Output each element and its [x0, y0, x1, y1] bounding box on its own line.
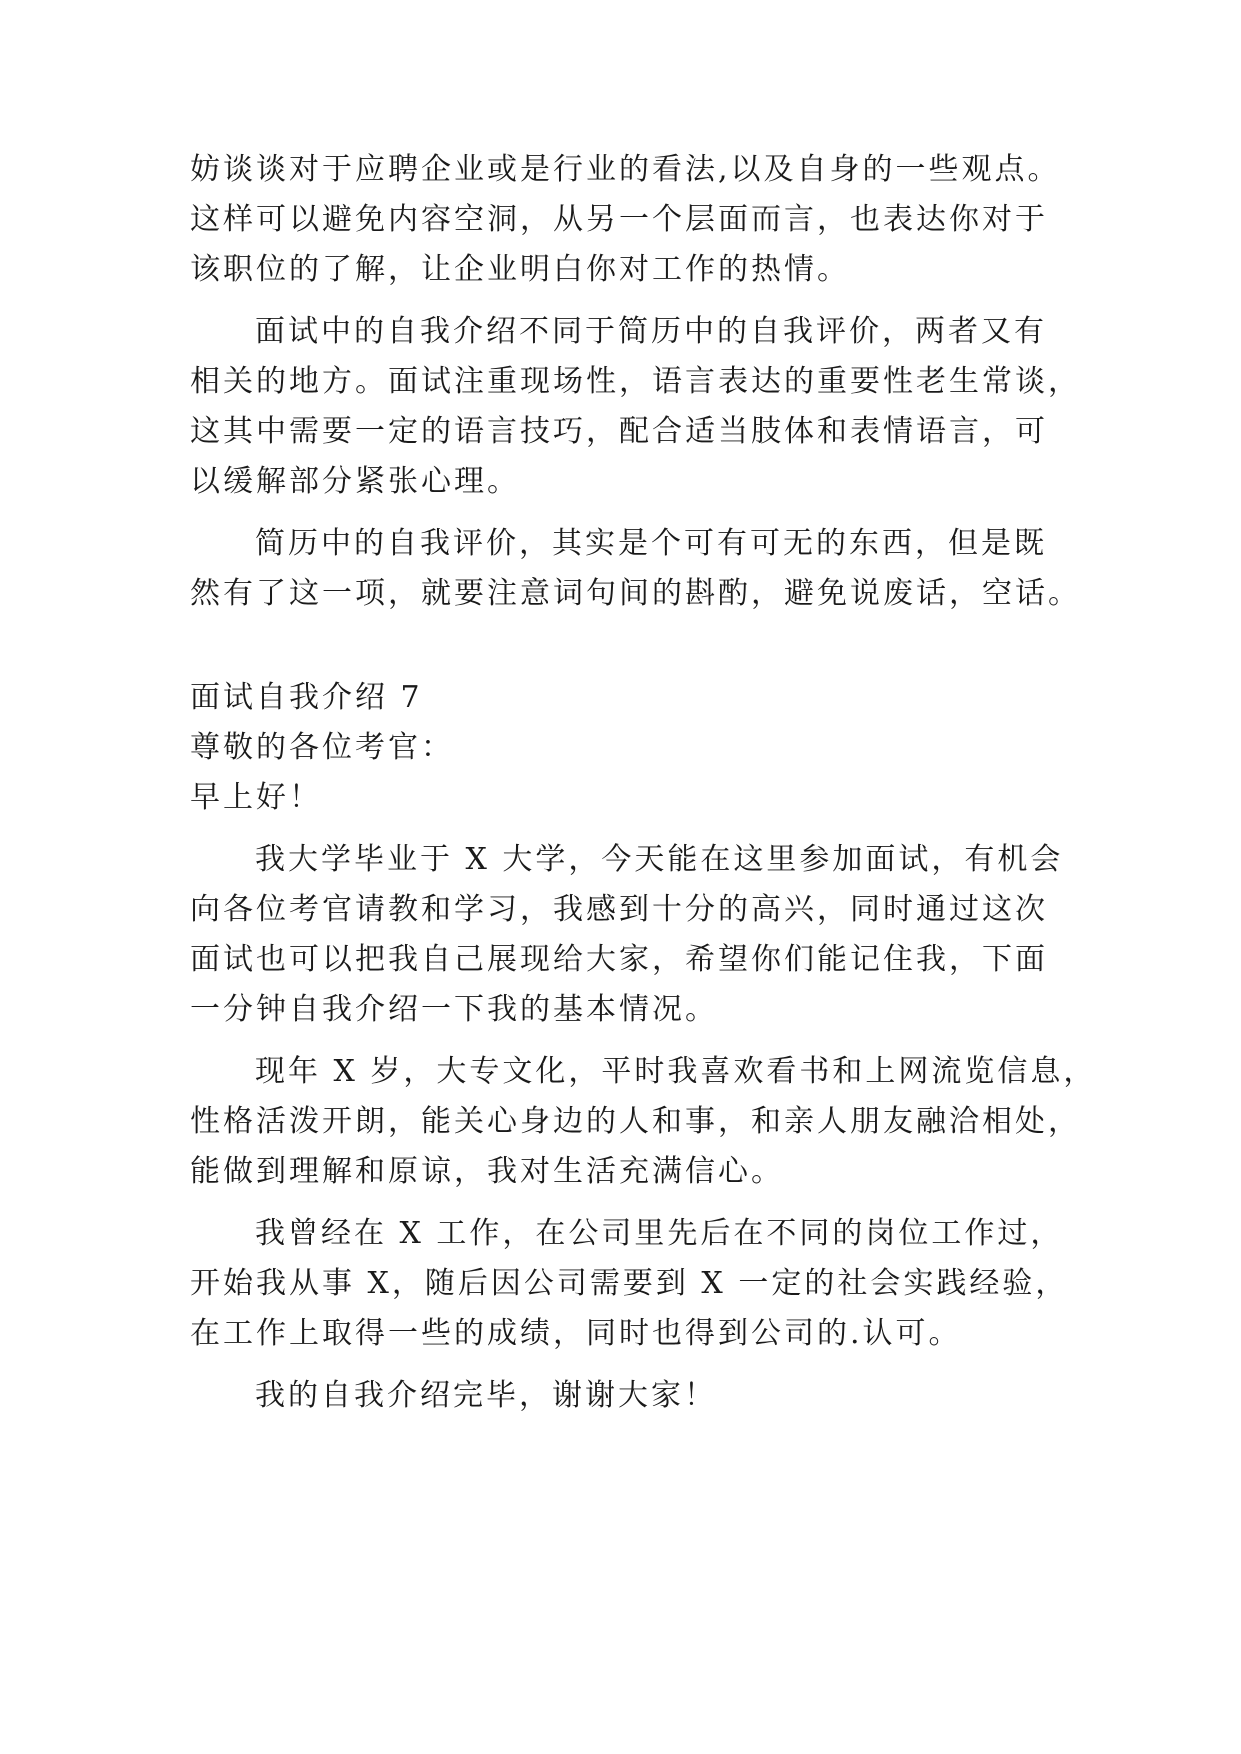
paragraph-line: 现年 X 岁，大专文化，平时我喜欢看书和上网流览信息，: [255, 1054, 1097, 1089]
paragraph-line: 简历中的自我评价，其实是个可有可无的东西，但是既: [255, 526, 1047, 561]
paragraph-line: 我大学毕业于 X 大学，今天能在这里参加面试，有机会: [255, 842, 1064, 877]
paragraph-line: 然有了这一项，就要注意词句间的斟酌，避免说废话，空话。: [190, 576, 1081, 611]
paragraph-line: 面试中的自我介绍不同于简历中的自我评价，两者又有: [255, 314, 1047, 349]
paragraph-line: 性格活泼开朗，能关心身边的人和事，和亲人朋友融洽相处，: [190, 1104, 1081, 1139]
paragraph-line: 能做到理解和原谅，我对生活充满信心。: [190, 1154, 784, 1189]
paragraph-line: 妨谈谈对于应聘企业或是行业的看法,以及自身的一些观点。: [190, 152, 1061, 187]
paragraph-line: 这样可以避免内容空洞，从另一个层面而言，也表达你对于: [190, 202, 1048, 237]
paragraph-line: 该职位的了解，让企业明白你对工作的热情。: [190, 252, 850, 287]
paragraph-line: 向各位考官请教和学习，我感到十分的高兴，同时通过这次: [190, 892, 1048, 927]
paragraph-line: 相关的地方。面试注重现场性，语言表达的重要性老生常谈，: [190, 364, 1081, 399]
paragraph-line: 开始我从事 X，随后因公司需要到 X 一定的社会实践经验，: [190, 1266, 1069, 1301]
paragraph-line: 一分钟自我介绍一下我的基本情况。: [190, 992, 718, 1027]
paragraph-line: 这其中需要一定的语言技巧，配合适当肢体和表情语言，可: [190, 414, 1048, 449]
paragraph-line: 以缓解部分紧张心理。: [190, 464, 520, 499]
paragraph-line: 在工作上取得一些的成绩，同时也得到公司的.认可。: [190, 1316, 962, 1351]
paragraph-line: 面试也可以把我自己展现给大家，希望你们能记住我，下面: [190, 942, 1048, 977]
salutation: 尊敬的各位考官：: [190, 730, 454, 765]
closing-line: 我的自我介绍完毕，谢谢大家！: [255, 1378, 717, 1413]
section-title: 面试自我介绍 7: [190, 680, 423, 715]
greeting: 早上好！: [190, 780, 322, 815]
paragraph-line: 我曾经在 X 工作，在公司里先后在不同的岗位工作过，: [255, 1216, 1064, 1251]
